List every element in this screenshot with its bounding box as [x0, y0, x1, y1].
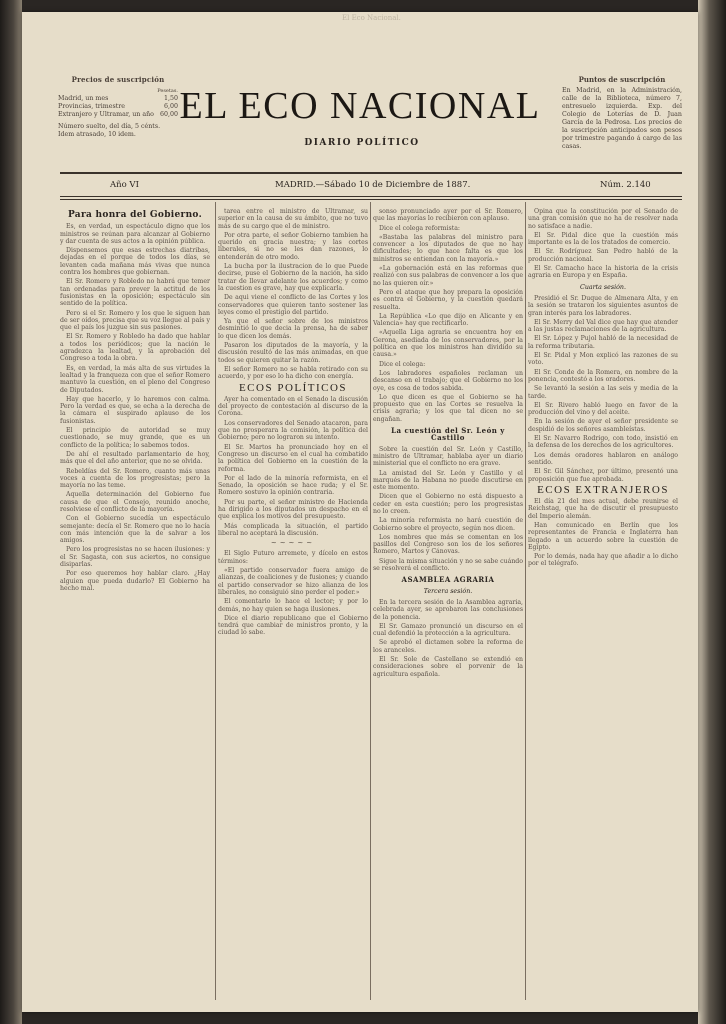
- paragraph: tarea entre el ministro de Ultramar, su superior en la causa de su ámbito, que no tuvo más de su cargo que el de ministro.: [218, 208, 368, 230]
- paragraph: De ahí el resultado parlamentario de hoy, más que el del año anterior, que no se olvida.: [60, 450, 210, 466]
- dateline: [60, 180, 680, 194]
- paragraph: Lo que dicen es que el Gobierno se ha propuesto que en las Cortes se resuelva la crisis agraria; y los que tal dicen no se engañan.: [373, 393, 523, 423]
- paragraph: Pero si el Sr. Romero y los que le siguen han de ser oídos, precisa que su voz llegue al país y que el país los juzgue sin sus pasiones.: [60, 309, 210, 332]
- paragraph: Ayer ha comentado en el Senado la discusión del proyecto de contestación al discurso de la Corona.: [218, 395, 368, 418]
- paragraph: Es, en verdad, la más alta de sus virtudes la lealtad y la franqueza con que el señor Romero mantuvo la cuestión, en el pleno del Congreso de Diputados.: [60, 364, 210, 394]
- paragraph: Dispensemos que esas estrechas diatribas, dejadas en el porque de todos los días, se levanten cada mañana más vivas que nunca contra los hombres que gobiernan.: [60, 247, 210, 277]
- paragraph: Presidió el Sr. Duque de Almenara Alta, y en la sesión se trataron los siguientes asuntos de gran interés para los labradores.: [528, 294, 678, 317]
- price-row: Madrid, un mes 1,50: [58, 95, 178, 102]
- column-divider: [370, 202, 371, 1000]
- paragraph: El Sr. Rivero habló luego en favor de la producción del vino y del aceite.: [528, 401, 678, 417]
- section-heading-ecos-extranjeros: ECOS EXTRANJEROS: [537, 483, 669, 496]
- header-rule: [60, 172, 682, 174]
- paragraph: Pero los progresistas no se hacen ilusiones: y el Sr. Sagasta, con sus aciertos, no consigue disiparlas.: [60, 546, 210, 569]
- price-row: Provincias, trimestre 6,00: [58, 103, 178, 110]
- paragraph: La bucha por la ilustracion de lo que Puede decirse, puse el Gobierno de la nación, ha sido tratar de llevar adelante los acuerdos; y como la cuestion es grave, hay que explicarla.: [218, 263, 368, 292]
- paragraph: Dice el colega:: [379, 360, 426, 368]
- paragraph: La amistad del Sr. León y Castillo y el marqués de la Habana no puede discutirse en este momento.: [373, 469, 523, 492]
- subscription-prices: [58, 76, 178, 139]
- paragraph: El Sr. Navarro Rodrigo, con todo, insistió en la defensa de los derechos de los agricultores.: [528, 435, 678, 450]
- paragraph: «Aquella Liga agraria se encuentra hoy en Gerona, asediada de los conservadores, por la política en que los ministros han dividido su causa.»: [373, 329, 523, 359]
- paragraph: El Sr. Pidal dice que la cuestión más importante es la de los tratados de comercio.: [528, 231, 678, 247]
- paragraph: «La gobernación está en las reformas que realizó con sus palabras de convencer a los que no las quieren oír.»: [373, 265, 523, 287]
- paragraph: El Sr. Romero y Robledo ha dado que hablar a todos los periódicos; que la nación le agradezca la lealtad, y la aprobación del Congreso a toda la obra.: [60, 333, 210, 363]
- paragraph: Los labradores españoles reclaman un descanso en el trabajo; que el Gobierno no los oye, es cosa de todos sabida.: [373, 369, 523, 392]
- paragraph: Aquella determinación del Gobierno fue causa de que el Consejo, reunido anoche, resolviese el conflicto de la mayoría.: [60, 491, 210, 513]
- paragraph: Por su parte, el señor ministro de Hacienda ha dirigido a los diputados un despacho en el que explica los motivos del presupuesto.: [218, 498, 368, 521]
- issue-number: Núm. 2.140: [600, 180, 651, 190]
- paragraph: Rebeldías del Sr. Romero, cuanto más unas voces a cuenta de los progresistas; pero la mayoría no las teme.: [60, 467, 210, 490]
- paragraph: Ya que el señor sobre de los ministros desmintió lo que decia la prensa, ha de saber lo que dicen los demás.: [218, 318, 368, 340]
- section-heading-ecos-politicos: ECOS POLÍTICOS: [238, 381, 348, 394]
- right-page-edge: [698, 0, 726, 1024]
- paragraph: El Sr. Sole de Castellano se extendió en consideraciones sobre el porvenir de la agricultura española.: [373, 656, 523, 678]
- paragraph: Se levantó la sesión a las seis y media de la tarde.: [528, 385, 678, 400]
- paragraph: «Bastaba las palabras del ministro para convencer a los diputados de que no hay dificultades; lo que hace falta es que los ministros se entiendan con la mayoría.»: [373, 233, 523, 263]
- paragraph: Los nombres que más se comentan en los pasillos del Congreso son los de los señores Romero, Martos y Cánovas.: [373, 533, 523, 556]
- left-page-gutter: [0, 0, 22, 1024]
- subscription-prices-title: Precios de suscripción: [71, 75, 165, 84]
- paragraph: Por otra parte, el señor Gobierno tambien ha querido en gracia nuestra; y las cortes liberales, si no se les dan razones, lo entenderán de otro modo.: [218, 231, 368, 261]
- single-issue-note: Número suelto, del día, 5 cénts. Idem atrasado, 10 idem.: [58, 123, 161, 138]
- paragraph: El señor Romero no se habla retirado con su acuerdo, y por eso lo ha dicho con energía.: [218, 365, 368, 381]
- paragraph: Hay que hacerlo, y lo haremos con calma. Pero la verdad es que, se echa a la derecha de la cámara el suspirado aplauso de los fusionistas.: [60, 395, 210, 425]
- column-4: [528, 208, 678, 998]
- paragraph: De aqui viene el conflicto de las Cortes y los conservadores que quieren tanto sostener las leyes como el prestigio del partido.: [218, 294, 368, 316]
- paragraph: El Sr. Gamazo pronunció un discurso en el cual defendió la protección a la agricultura.: [373, 622, 523, 638]
- paragraph: En la sesión de ayer el señor presidente se despidió de los señores asambleístas.: [528, 418, 678, 433]
- prices-currency-hint: Pesetas.: [157, 88, 178, 94]
- paragraph: El Sr. Rodríguez San Pedro habló de la producción nacional.: [528, 248, 678, 263]
- paragraph: Es, en verdad, un espectáculo digno que los ministros se reúnan para alcanzar al Gobierno y dar cuenta de sus actos a la opinión pública.: [60, 223, 210, 245]
- paragraph: El Sr. Camacho hace la historia de la crisis agraria en Europa y en España.: [528, 265, 678, 280]
- paragraph: Dice el diario republicano que el Gobierno tendrá que cambiar de ministros pronto, y la ciudad lo sabe.: [218, 614, 368, 637]
- paragraph: La República «Lo que dijo en Alicante y en Valencia» hay que rectificarlo.: [373, 312, 523, 328]
- paragraph: El principio de autoridad se muy cuestionado, se muy grande, que es un conflicto de la política; lo sabemos todos.: [60, 427, 210, 449]
- paragraph: Por eso queremos hoy hablar claro. ¿Hay alguien que pueda dudarlo? El Gobierno ha hecho mal.: [60, 570, 210, 592]
- issue-date: MADRID.—Sábado 10 de Diciembre de 1887.: [275, 180, 471, 190]
- paragraph: El día 21 del mes actual, debe reunirse el Reichstag, que ha de discutir el presupuesto del Imperio alemán.: [528, 498, 678, 520]
- paragraph: El Siglo Futuro arremete, y dícelo en estos términos:: [218, 550, 368, 565]
- paragraph: Dicen que el Gobierno no está dispuesto a ceder en esta cuestión; pero los progresistas no lo creen.: [373, 493, 523, 515]
- column-divider: [215, 202, 216, 1000]
- subscription-points: [562, 76, 682, 151]
- paragraph: El Sr. Pidal y Mon explicó las razones de su voto.: [528, 352, 678, 367]
- paragraph: El Sr. Gil Sánchez, por último, presentó una proposición que fue aprobada.: [528, 468, 678, 483]
- paragraph: El comentario lo hace el lector; y por lo demás, no hay quien se haga ilusiones.: [218, 598, 368, 613]
- paragraph: Han comunicado en Berlín que los representantes de Francia e Inglaterra han llegado a un acuerdo sobre la cuestión de Egipto.: [528, 521, 678, 551]
- subscription-points-title: Puntos de suscripción: [578, 75, 666, 84]
- column-divider: [525, 202, 526, 1000]
- paragraph: El Sr. López y Pujol habló de la necesidad de la reforma tributaria.: [528, 335, 678, 350]
- newspaper-page: [22, 12, 698, 1012]
- paragraph: El Sr. Conde de la Romera, en nombre de la ponencia, contestó a los oradores.: [528, 368, 678, 383]
- paragraph: Por el lado de la minoría reformista, en el Senado, la oposición se hace ruda; y el Sr. Romero sostuvo la opinión contraria.: [218, 474, 368, 497]
- column-2: [218, 208, 368, 998]
- dateline-rule: [60, 196, 682, 197]
- article-headline: Para honra del Gobierno.: [67, 210, 203, 220]
- paragraph: El Sr. Martos ha pronunciado hoy en el Congreso un discurso en el cual ha combatido la política del Gobierno en la cuestión de la reforma.: [218, 443, 368, 473]
- paragraph: Sigue la misma situación y no se sabe cuándo se resolverá el conflicto.: [373, 557, 523, 573]
- paragraph: Los demás oradores hablaron en análogo sentido.: [528, 451, 678, 466]
- ghost-running-head: El Eco Nacional.: [342, 14, 401, 22]
- section-heading-asamblea-agraria: ASAMBLEA AGRARIA: [401, 575, 495, 585]
- paragraph: El Sr. Romero y Robledo no habrá que temer tan ordenadas para prever la actitud de los fusionistas en la oposición; espectáculo sin sentido de la política.: [60, 278, 210, 308]
- paragraph: Dice el colega reformista:: [379, 224, 460, 232]
- session-subheading: Tercera sesión.: [423, 587, 473, 595]
- paragraph: sonso pronunciado ayer por el Sr. Romero, que las mayorías lo recibieron con aplauso.: [373, 208, 523, 223]
- paragraph: En la tercera sesión de la Asamblea agraria, celebrada ayer, se aprobaron las conclusiones de la ponencia.: [373, 598, 523, 621]
- paragraph: Pasaron los diputados de la mayoría, y la discusión resultó de las más animadas, en que todos se quieren quitar la razón.: [218, 342, 368, 364]
- paragraph: La minoría reformista no hará cuestión de Gobierno sobre el proyecto, según nos dicen.: [373, 517, 523, 532]
- paragraph: Opina que la constitución por el Senado de una gran comisión que no ha de resolver nada no satisface a nadie.: [528, 208, 678, 230]
- masthead-title: EL ECO NACIONAL: [179, 85, 541, 127]
- paragraph: Por lo demás, nada hay que añadir a lo dicho por el telégrafo.: [528, 553, 678, 568]
- subscription-points-text: En Madrid, en la Administración, calle de la Biblioteca, número 7, entresuelo izquierda. Exp. del Colegio de Loterías de D. Juan García de la Pedrosa. Los precios de la suscripción anticipados son pesos por trimestre pagando á cargo de las casas.: [562, 87, 682, 150]
- paragraph: «El partido conservador fuera amigo de alianzas, de coaliciones y de fusiones; y cuando el partido conservador se hizo alianza de los liberales, no consiguió sino perder el poder.»: [218, 567, 368, 596]
- paragraph: Sobre la cuestión del Sr. León y Castillo, ministro de Ultramar, hablaba ayer un diario ministerial que el conflicto no era grave.: [373, 445, 523, 468]
- paragraph: Más complicada la situación, el partido liberal no aceptará la discusión.: [218, 522, 368, 537]
- masthead-subtitle: DIARIO POLÍTICO: [304, 138, 420, 148]
- section-heading-leon-castillo: La cuestión del Sr. León y Castillo: [391, 426, 505, 443]
- paragraph: Con el Gobierno sucedía un espectáculo semejante: decía el Sr. Romero que no lo hacía con más intención que la de salvar a los amigos.: [60, 515, 210, 545]
- year-label: Año VI: [110, 180, 139, 190]
- paragraph: El Sr. Merry del Val dice que hay que atender a las justas reclamaciones de la agricultura.: [528, 318, 678, 334]
- dateline-rule-double: [60, 199, 682, 200]
- session-subheading: Cuarta sesión.: [580, 283, 626, 291]
- column-3: [373, 208, 523, 998]
- column-1: [60, 208, 210, 998]
- paragraph: Se aprobó el dictamen sobre la reforma de los aranceles.: [373, 639, 523, 654]
- ornament-divider: ~~~~~: [270, 539, 316, 548]
- paragraph: Los conservadores del Senado atacaron, para que no prosperara la comisión, la política del Gobierno; pero no lograron su intento.: [218, 419, 368, 442]
- paragraph: Pero el ataque que hoy prepara la oposición es contra el Gobierno, y la cuestión quedará resuelta.: [373, 288, 523, 311]
- price-row: Extranjero y Ultramar, un año 60,00: [58, 111, 178, 118]
